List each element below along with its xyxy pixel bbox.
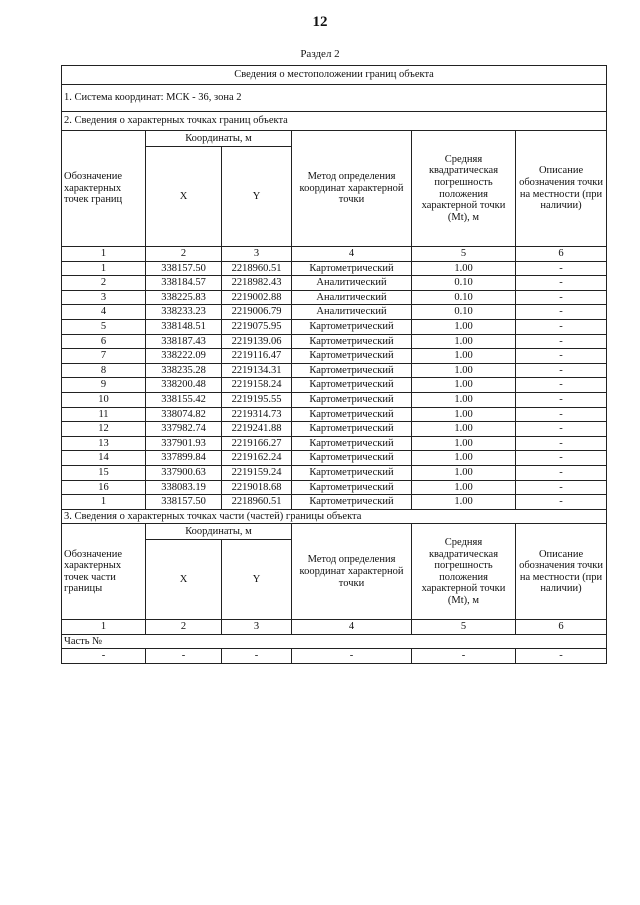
column-number: 5 [412, 620, 516, 635]
section2-heading: 2. Сведения о характерных точках границ объекта [62, 112, 607, 131]
point-number: 7 [62, 349, 146, 364]
x-coordinate: 338157.50 [146, 261, 222, 276]
x-coordinate: 337900.63 [146, 465, 222, 480]
x-coordinate: 338225.83 [146, 290, 222, 305]
table-row [62, 465, 607, 480]
point-number: 10 [62, 392, 146, 407]
point-number: 13 [62, 436, 146, 451]
y-coordinate: 2219314.73 [222, 407, 292, 422]
point-number: 15 [62, 465, 146, 480]
method: Аналитический [292, 305, 412, 320]
error-value: 0.10 [412, 305, 516, 320]
point-label-header: Обозначение характерных точек границ [62, 131, 146, 247]
description: - [516, 436, 607, 451]
x-coordinate: 338222.09 [146, 349, 222, 364]
method: Картометрический [292, 495, 412, 510]
description: - [516, 407, 607, 422]
table-row [62, 378, 607, 393]
empty-cell: - [516, 649, 607, 664]
point-number: 8 [62, 363, 146, 378]
y-coordinate: 2218982.43 [222, 276, 292, 291]
point-number: 16 [62, 480, 146, 495]
part-x-header: X [146, 540, 222, 620]
y-coordinate: 2219006.79 [222, 305, 292, 320]
description: - [516, 334, 607, 349]
empty-cell: - [222, 649, 292, 664]
part-number-label: Часть № [62, 634, 607, 649]
empty-cell: - [292, 649, 412, 664]
y-coordinate: 2219162.24 [222, 451, 292, 466]
x-coordinate: 338233.23 [146, 305, 222, 320]
method: Картометрический [292, 422, 412, 437]
table-row [62, 276, 607, 291]
point-number: 12 [62, 422, 146, 437]
error-header: Средняя квадратическая погрешность положения характерной точки (Mt), м [412, 131, 516, 247]
method: Картометрический [292, 407, 412, 422]
error-value: 1.00 [412, 465, 516, 480]
method: Картометрический [292, 334, 412, 349]
table-row [62, 363, 607, 378]
error-value: 0.10 [412, 276, 516, 291]
point-number: 5 [62, 319, 146, 334]
description: - [516, 392, 607, 407]
x-coordinate: 337899.84 [146, 451, 222, 466]
x-coordinate: 338235.28 [146, 363, 222, 378]
y-coordinate: 2219116.47 [222, 349, 292, 364]
table-row [62, 334, 607, 349]
description: - [516, 363, 607, 378]
column-number: 4 [292, 620, 412, 635]
description: - [516, 378, 607, 393]
y-coordinate: 2219134.31 [222, 363, 292, 378]
point-number: 2 [62, 276, 146, 291]
point-number: 11 [62, 407, 146, 422]
part-error-header: Средняя квадратическая погрешность положения характерной точки (Mt), м [412, 524, 516, 620]
method: Картометрический [292, 392, 412, 407]
point-number: 1 [62, 495, 146, 510]
y-coordinate: 2219002.88 [222, 290, 292, 305]
y-coordinate: 2219018.68 [222, 480, 292, 495]
y-header: Y [222, 147, 292, 247]
table-row [62, 290, 607, 305]
table-row [62, 319, 607, 334]
y-coordinate: 2219166.27 [222, 436, 292, 451]
description: - [516, 495, 607, 510]
point-number: 1 [62, 261, 146, 276]
table-row [62, 349, 607, 364]
y-coordinate: 2219139.06 [222, 334, 292, 349]
method: Картометрический [292, 378, 412, 393]
coords-header: Координаты, м [146, 131, 292, 147]
y-coordinate: 2218960.51 [222, 261, 292, 276]
table-row [62, 480, 607, 495]
description: - [516, 465, 607, 480]
boundary-table [61, 65, 607, 664]
error-value: 1.00 [412, 436, 516, 451]
column-number-row [62, 247, 607, 262]
method: Картометрический [292, 349, 412, 364]
method: Картометрический [292, 436, 412, 451]
method: Картометрический [292, 451, 412, 466]
part-point-label-header: Обозначение характерных точек части границы [62, 524, 146, 620]
column-number: 1 [62, 620, 146, 635]
part-description-header: Описание обозначения точки на местности (при наличии) [516, 524, 607, 620]
part-column-number-row [62, 620, 607, 635]
x-coordinate: 338184.57 [146, 276, 222, 291]
x-coordinate: 338187.43 [146, 334, 222, 349]
page-number: 12 [312, 14, 328, 30]
error-value: 1.00 [412, 261, 516, 276]
empty-cell: - [146, 649, 222, 664]
table-row [62, 451, 607, 466]
column-number: 2 [146, 247, 222, 262]
point-number: 3 [62, 290, 146, 305]
x-coordinate: 338200.48 [146, 378, 222, 393]
empty-cell: - [62, 649, 146, 664]
table-row [62, 495, 607, 510]
section3-heading: 3. Сведения о характерных точках части (частей) границы объекта [62, 509, 607, 524]
method: Картометрический [292, 465, 412, 480]
point-number: 9 [62, 378, 146, 393]
method: Аналитический [292, 290, 412, 305]
empty-cell: - [412, 649, 516, 664]
column-number: 5 [412, 247, 516, 262]
table-row [62, 407, 607, 422]
x-coordinate: 338148.51 [146, 319, 222, 334]
error-value: 1.00 [412, 480, 516, 495]
column-number: 6 [516, 620, 607, 635]
method: Картометрический [292, 261, 412, 276]
column-number: 1 [62, 247, 146, 262]
table-row [62, 436, 607, 451]
document-title: Сведения о местоположении границ объекта [62, 66, 607, 85]
table-row [62, 392, 607, 407]
x-coordinate: 337901.93 [146, 436, 222, 451]
error-value: 1.00 [412, 334, 516, 349]
part-empty-row [62, 649, 607, 664]
method: Картометрический [292, 319, 412, 334]
x-coordinate: 338155.42 [146, 392, 222, 407]
column-number: 4 [292, 247, 412, 262]
error-value: 1.00 [412, 422, 516, 437]
description: - [516, 349, 607, 364]
description: - [516, 319, 607, 334]
coord-system-line: 1. Система координат: МСК - 36, зона 2 [62, 85, 607, 112]
error-value: 1.00 [412, 349, 516, 364]
part-method-header: Метод определения координат характерной точки [292, 524, 412, 620]
y-coordinate: 2219158.24 [222, 378, 292, 393]
method: Картометрический [292, 480, 412, 495]
column-number: 2 [146, 620, 222, 635]
method-header: Метод определения координат характерной точки [292, 131, 412, 247]
error-value: 1.00 [412, 319, 516, 334]
description: - [516, 276, 607, 291]
table-row [62, 305, 607, 320]
description: - [516, 480, 607, 495]
y-coordinate: 2218960.51 [222, 495, 292, 510]
description: - [516, 261, 607, 276]
method: Аналитический [292, 276, 412, 291]
part-coords-header: Координаты, м [146, 524, 292, 540]
y-coordinate: 2219075.95 [222, 319, 292, 334]
description: - [516, 305, 607, 320]
section-label: Раздел 2 [300, 48, 340, 60]
x-header: X [146, 147, 222, 247]
column-number: 3 [222, 247, 292, 262]
table-row [62, 422, 607, 437]
y-coordinate: 2219241.88 [222, 422, 292, 437]
x-coordinate: 338083.19 [146, 480, 222, 495]
y-coordinate: 2219159.24 [222, 465, 292, 480]
table-row [62, 261, 607, 276]
part-y-header: Y [222, 540, 292, 620]
column-number: 3 [222, 620, 292, 635]
description-header: Описание обозначения точки на местности (при наличии) [516, 131, 607, 247]
error-value: 1.00 [412, 407, 516, 422]
error-value: 1.00 [412, 392, 516, 407]
error-value: 1.00 [412, 378, 516, 393]
point-number: 4 [62, 305, 146, 320]
description: - [516, 422, 607, 437]
column-number: 6 [516, 247, 607, 262]
point-number: 14 [62, 451, 146, 466]
x-coordinate: 337982.74 [146, 422, 222, 437]
description: - [516, 290, 607, 305]
x-coordinate: 338157.50 [146, 495, 222, 510]
y-coordinate: 2219195.55 [222, 392, 292, 407]
method: Картометрический [292, 363, 412, 378]
description: - [516, 451, 607, 466]
error-value: 0.10 [412, 290, 516, 305]
error-value: 1.00 [412, 363, 516, 378]
error-value: 1.00 [412, 451, 516, 466]
point-number: 6 [62, 334, 146, 349]
error-value: 1.00 [412, 495, 516, 510]
x-coordinate: 338074.82 [146, 407, 222, 422]
